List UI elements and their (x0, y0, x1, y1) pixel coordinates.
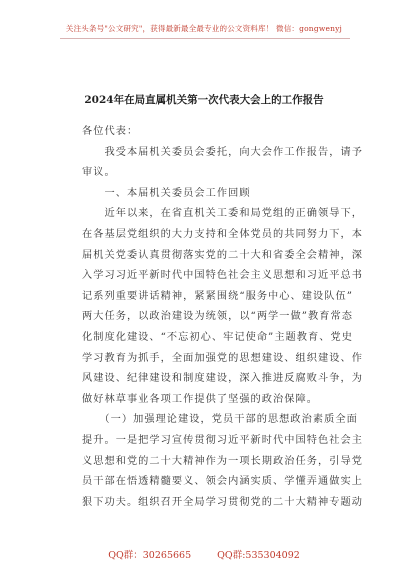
body-line: 各位代表： (82, 126, 139, 137)
body-line: 我受本届机关委员会委托，向大会作工作报告，请予 (82, 146, 363, 158)
body-line: 近年以来，在省直机关工委和局党组的正确领导下， (82, 208, 363, 220)
body-line: 审议。 (82, 167, 116, 179)
body-line: 狠下功夫。组织召开全局学习贯彻党的二十大精神专题动 (82, 496, 363, 508)
body-line: 做好林草事业各项工作提供了坚强的政治保障。 (82, 393, 318, 405)
document-title: 2024年在局直属机关第一次代表大会上的工作报告 (84, 94, 324, 106)
header-notice: 关注头条号"公文研究"，获得最新最全最专业的公文资料库！ 微信：gongwenyj (65, 24, 343, 33)
body-line: 两大任务，以政治建设为统领，以“两学一做”教育常态 (82, 311, 353, 323)
body-line: 员干部在悟透精髓要义、领会内涵实质、学懂弄通做实上 (82, 476, 363, 488)
body-line: 入学习习近平新时代中国特色社会主义思想和习近平总书 (82, 270, 363, 282)
body-line: （一）加强理论建设，党员干部的思想政治素质全面 (82, 414, 358, 426)
body-line: 提升。一是把学习宣传贯彻习近平新时代中国特色社会主 (82, 434, 363, 446)
footer-contacts (0, 550, 408, 562)
body-line: 在各基层党组织的大力支持和全体党员的共同努力下，本 (82, 228, 363, 240)
body-line: 义思想和党的二十大精神作为一项长期政治任务，引导党 (82, 455, 363, 467)
body-line: 记系列重要讲话精神，紧紧围绕“服务中心、建设队伍” (82, 290, 353, 302)
document-body (82, 122, 363, 513)
footer-qq-group-1: QQ群：30265665 (108, 550, 192, 561)
body-line: 学习教育为抓手，全面加强党的思想建设、组织建设、作 (82, 352, 363, 364)
body-line: 一、本届机关委员会工作回顾 (82, 187, 251, 199)
body-line: 化制度化建设、“不忘初心、牢记使命”主题教育、党史 (82, 331, 353, 343)
body-line: 届机关党委认真贯彻落实党的二十大和省委全会精神，深 (82, 249, 363, 261)
header-divider (60, 38, 350, 39)
footer-qq-group-2: QQ群:535304092 (217, 550, 300, 561)
body-line: 风建设、纪律建设和制度建设，深入推进反腐败斗争，为 (82, 373, 363, 385)
